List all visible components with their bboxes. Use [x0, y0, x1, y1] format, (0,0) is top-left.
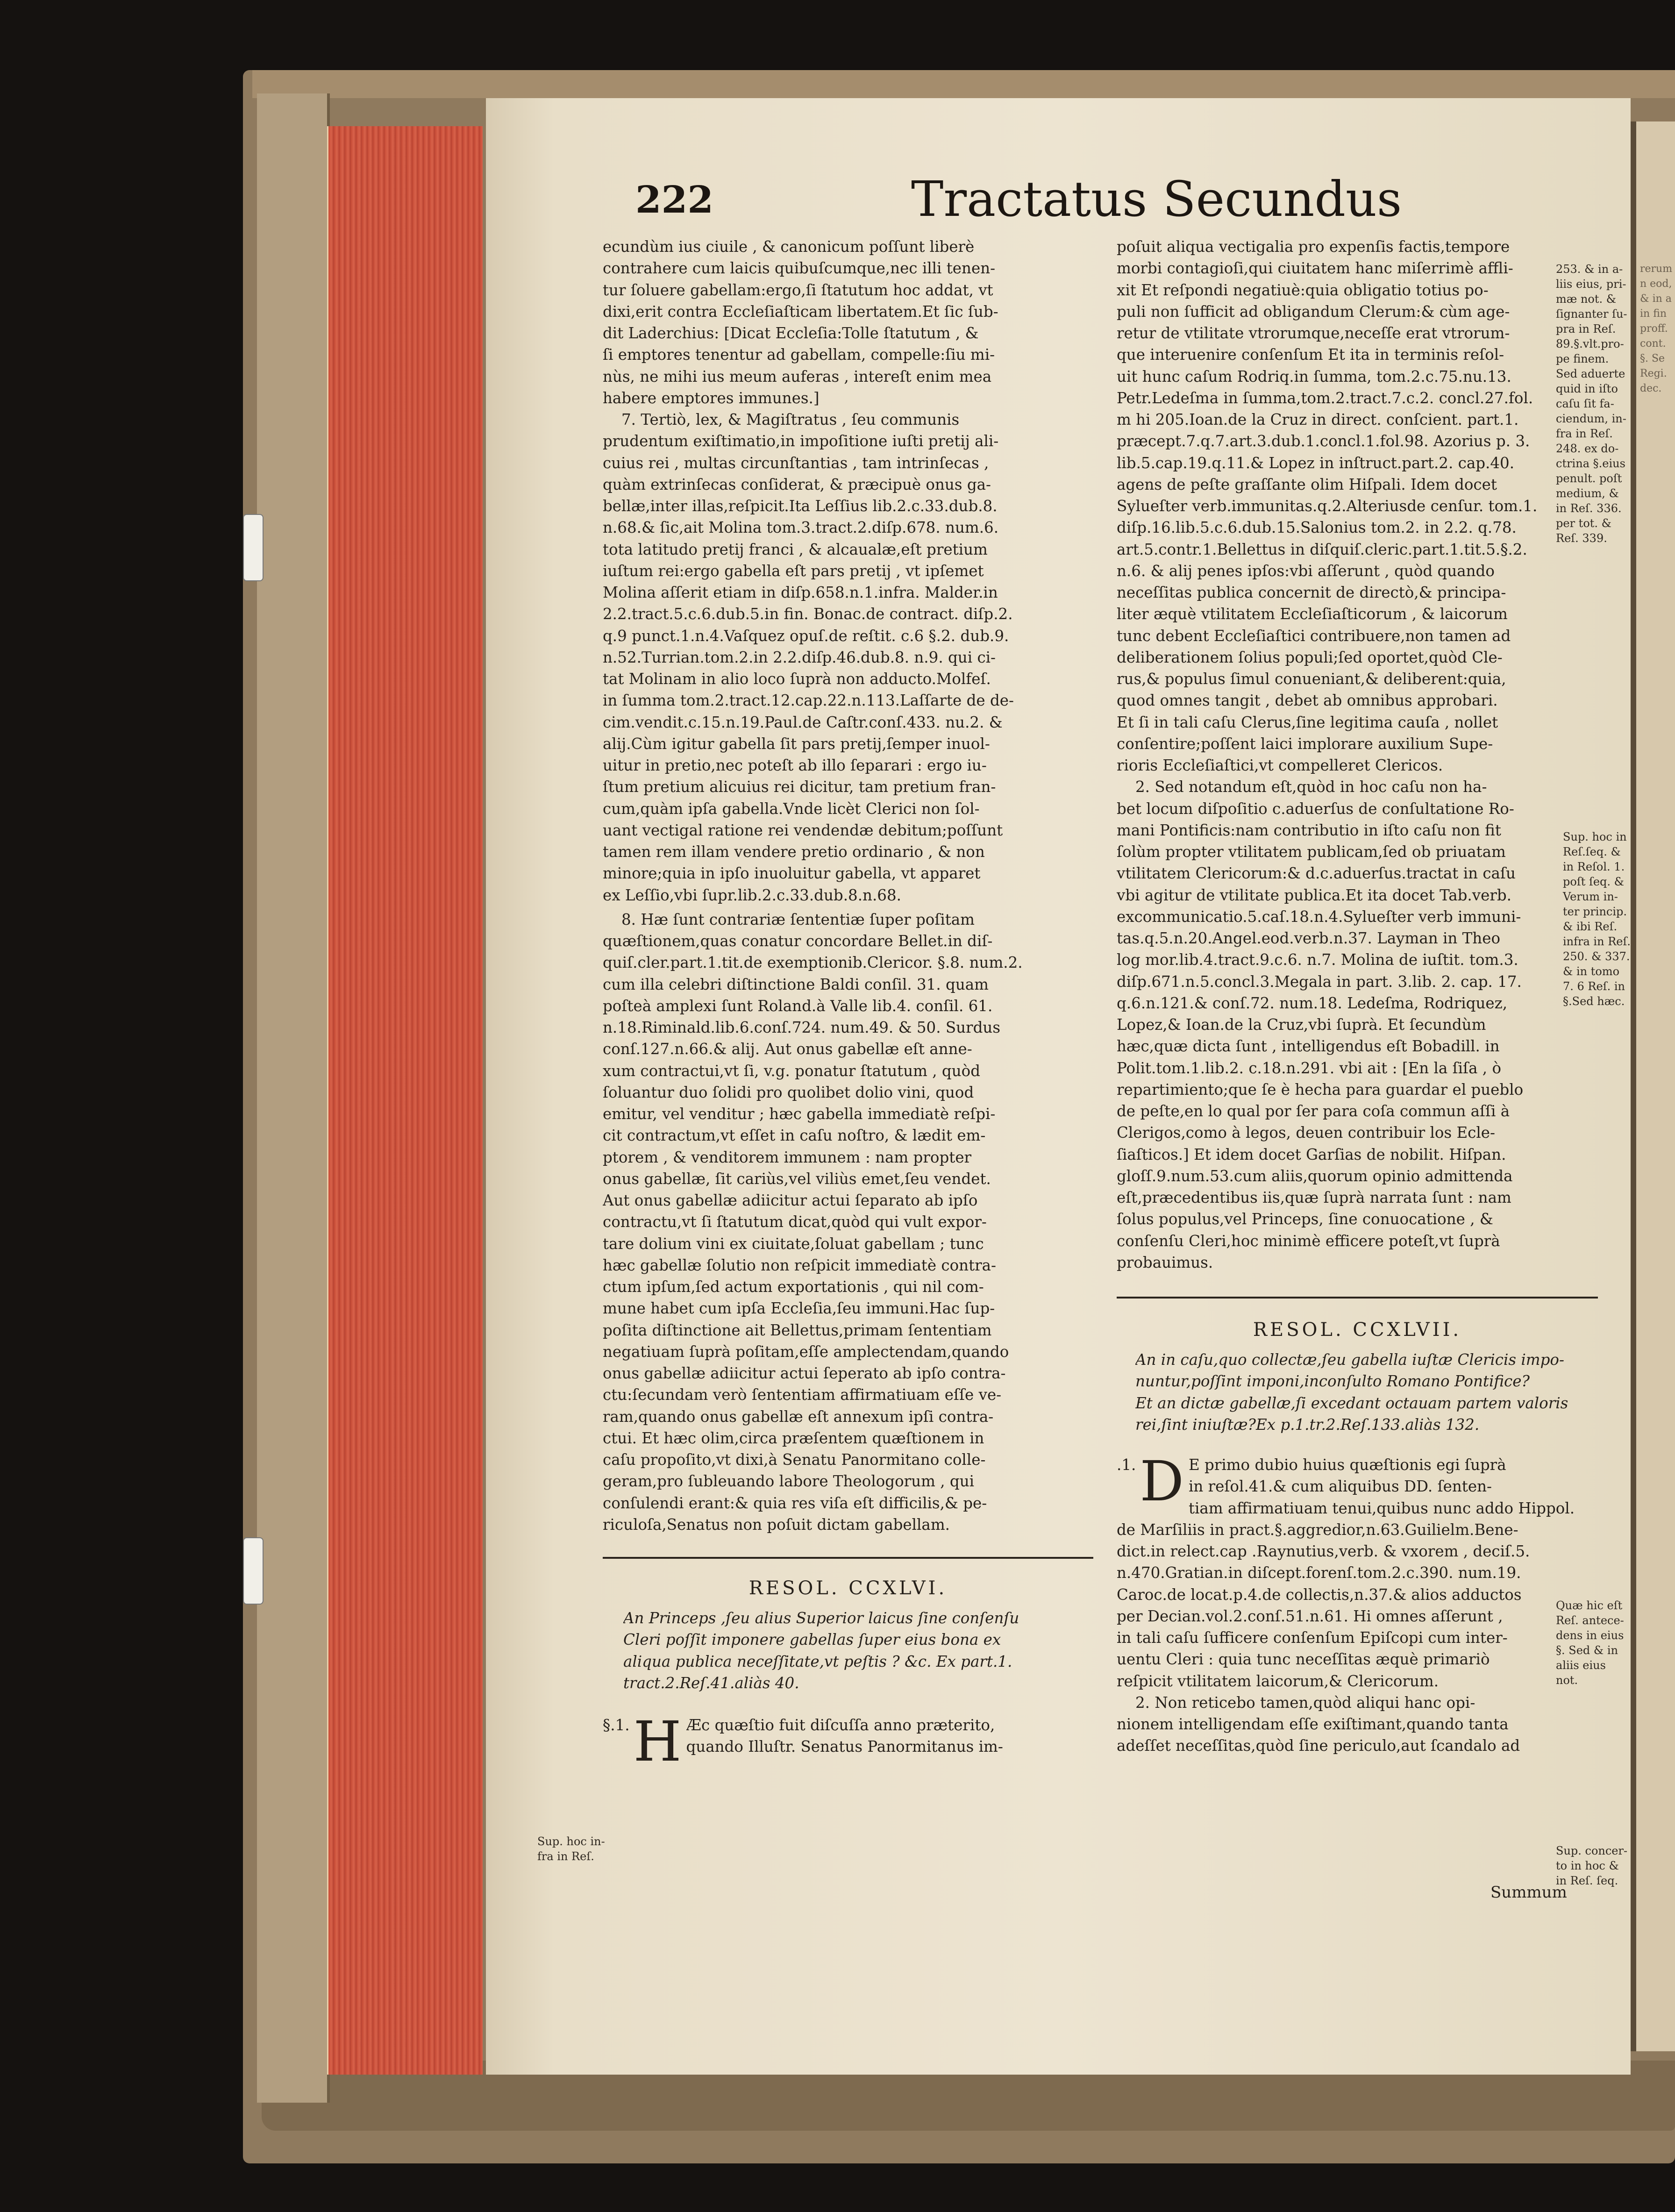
text-line: onus gabellæ, ſit cariùs,vel viliùs emet,ſeu vendet.	[603, 1170, 991, 1188]
text-line: dit Laderchius: [Dicat Eccleſia:Tolle ſtatutum , &	[603, 324, 979, 342]
text-line: ecundùm ius ciuile , & canonicum poſſunt liberè	[603, 238, 975, 256]
text-line: adeſſet neceſſitas,quòd ſine periculo,aut ſcandalo ad	[1117, 1737, 1520, 1755]
text-line: uitur in pretio,nec poteſt ab illo ſeparari : ergo iu-	[603, 756, 987, 774]
text-line: nuntur,poſſint imponi,inconſulto Romano Pontifice?	[1135, 1372, 1530, 1391]
text-line: tunc debent Eccleſiaſtici contribuere,non tamen ad	[1117, 627, 1511, 645]
text-line: de Marſiliis in pract.§.aggredior,n.63.Guilielm.Bene-	[1117, 1520, 1518, 1539]
text-line: retur de vtilitate vtrorumque,neceſſe erat vtrorum-	[1117, 324, 1510, 342]
right-paragraph-2b	[1117, 1692, 1598, 1757]
section-rule	[1117, 1297, 1598, 1299]
margin-note-left: Sup. hoc in- fra in Reſ.	[537, 1835, 605, 1863]
text-line: Polit.tom.1.lib.2. c.18.n.291. vbi ait : [En la ſiſa , ò	[1117, 1059, 1502, 1077]
text-line: quod omnes tangit , debet ab omnibus approbari.	[1117, 692, 1498, 710]
text-line: An in caſu,quo collectæ,ſeu gabella iuſtæ Clericis impo-	[1135, 1351, 1564, 1369]
text-line: de peſte,en lo qual por ſer para coſa commun aſſi à	[1117, 1102, 1510, 1120]
text-line: præcept.7.q.7.art.3.dub.1.concl.1.fol.98. Azorius p. 3.	[1117, 432, 1530, 450]
right-paragraph-2	[1117, 776, 1598, 1273]
text-line: 7. Tertiò, lex, & Magiſtratus , ſeu communis	[621, 411, 960, 428]
section-number: .1.	[1117, 1456, 1136, 1474]
section-1	[1117, 1449, 1598, 1692]
text-line: bet locum diſpoſitio c.aduerſus de conſultatione Ro-	[1117, 799, 1514, 818]
text-line: cum,quàm ipſa gabella.Vnde licèt Clerici non ſol-	[603, 799, 980, 818]
margin-note-1: 253. & in a- liis eius, pri- mæ not. & ſignanter ſu- pra in Reſ. 89.§.vlt.pro- pe finem. Sed aduerte quid in iſto caſu ſit fa- ciendum, in- fra in Reſ. 248. ex do- ctrina §.eius penult. poſt medium, & in Reſ. 336. per tot. & Reſ. 339.	[1556, 263, 1627, 545]
text-line: rei,ſint iniuſtæ?Ex p.1.tr.2.Reſ.133.aliàs 132.	[1135, 1415, 1480, 1434]
text-line: probauimus.	[1117, 1253, 1213, 1271]
text-line: rus,& populus ſimul conueniant,& deliberent:quia,	[1117, 670, 1506, 688]
text-line: cit contractum,vt eſſet in caſu noſtro, & lædit em-	[603, 1127, 986, 1145]
text-line: ſi emptores tenentur ad gabellam, compelle:ſiu mi-	[603, 346, 995, 364]
text-line: vbi agitur de vtilitate publica.Et ita docet Tab.verb.	[1117, 886, 1511, 904]
facing-page-text: rerum n eod, & in a in fin proff. cont. §. Se Regi. dec.	[1640, 263, 1673, 394]
margin-note-2: Sup. hoc in Reſ.ſeq. & in Reſol. 1. poſt ſeq. & Verum in- ter princip. & ibi Reſ. infra in Reſ. 250. & 337. & in tomo 7. 6 Reſ. in §.Sed hæc.	[1563, 830, 1631, 1008]
text-line: per Decian.vol.2.conſ.51.n.61. Hi omnes aſſerunt ,	[1117, 1607, 1503, 1625]
text-line: morbi contagioſi,qui ciuitatem hanc miſerrimè affli-	[1117, 259, 1513, 278]
page-number: 222	[635, 178, 713, 221]
text-line: poſita diſtinctione ait Bellettus,primam ſententiam	[603, 1321, 992, 1339]
text-line: poſteà amplexi ſunt Roland.à Valle lib.4. conſil. 61.	[603, 997, 993, 1015]
text-line: contractu,vt ſi ſtatutum dicat,quòd qui vult expor-	[603, 1213, 987, 1231]
clasp-top	[243, 514, 264, 581]
text-line: ctu:ſecundam verò ſententiam affirmatiuam eſſe ve-	[603, 1386, 1002, 1404]
text-line: n.18.Riminald.lib.6.conſ.724. num.49. & 50. Surdus	[603, 1019, 1000, 1036]
section-number: §.1.	[603, 1716, 630, 1734]
text-line: uant vectigal ratione rei vendendæ debitum;poſſunt	[603, 821, 1003, 839]
text-line: n.52.Turrian.tom.2.in 2.2.diſp.46.dub.8. n.9. qui ci-	[603, 648, 996, 666]
text-line: in ſumma tom.2.tract.12.cap.22.n.113.Laſſarte de de-	[603, 692, 1014, 710]
running-head: Tractatus Secundus	[911, 171, 1402, 228]
text-line: tiam affirmatiuam tenui,quibus nunc addo Hippol.	[1188, 1499, 1575, 1517]
text-line: xit Et reſpondi negatiuè:quia obligatio totius po-	[1117, 281, 1489, 299]
text-line: in reſol.41.& cum aliquibus DD. ſenten-	[1188, 1477, 1492, 1496]
text-line: Cleri poſſit imponere gabellas ſuper eius bona ex	[623, 1631, 1001, 1649]
text-line: liter æquè vtilitatem Eccleſiaſticorum , & laicorum	[1117, 605, 1508, 623]
text-line: tota latitudo pretij franci , & alcaualæ,eſt pretium	[603, 540, 988, 558]
text-line: Æc quæſtio fuit diſcuſſa anno præterito,	[686, 1716, 995, 1734]
text-line: mani Pontificis:nam contributio in iſto caſu non fit	[1117, 821, 1501, 839]
text-line: onus gabellæ adiicitur actui ſeperato ab ipſo contra-	[603, 1364, 1006, 1382]
text-line: in tali caſu ſufficere conſenſum Epiſcopi cum inter-	[1117, 1629, 1508, 1647]
text-line: Petr.Ledeſma in ſumma,tom.2.tract.7.c.2. concl.27.fol.	[1117, 389, 1533, 407]
text-line: aliqua publica neceſſitate,vt peſtis ? &c. Ex part.1.	[623, 1652, 1012, 1670]
text-line: mune habet cum ipſa Eccleſia,ſeu immuni.Hac ſup-	[603, 1299, 995, 1318]
text-line: uentu Cleri : quia tunc neceſſitas æquè primariò	[1117, 1650, 1490, 1669]
left-column	[603, 236, 1093, 1774]
text-line: neceſſitas publica concernit de directò,& principa-	[1117, 584, 1506, 601]
text-line: ſiaſticos.] Et idem docet Garſias de nobilit. Hiſpan.	[1117, 1145, 1506, 1163]
text-line: poſuit aliqua vectigalia pro expenſis factis,tempore	[1117, 238, 1510, 256]
red-page-edges	[327, 126, 483, 2075]
text-line: 8. Hæ ſunt contrariæ ſententiæ ſuper poſitam	[621, 910, 975, 928]
text-line: ctui. Et hæc olim,circa præſentem quæſtionem in	[603, 1429, 984, 1447]
text-line: tare dolium vini ex ciuitate,ſoluat gabellam ; tunc	[603, 1234, 984, 1253]
text-line: quando Illuſtr. Senatus Panormitanus im-	[686, 1738, 1003, 1756]
text-line: Aut onus gabellæ adiicitur actui ſeparato ab ipſo	[603, 1192, 978, 1209]
section-rule	[603, 1557, 1093, 1559]
text-line: negatiuam ſuprà poſitam,eſſe amplectendam,quando	[603, 1342, 1009, 1361]
text-line: gloſſ.9.num.53.cum aliis,quorum opinio admittenda	[1117, 1167, 1513, 1185]
text-line: n.6. & alij penes ipſos:vbi aſſerunt , quòd quando	[1117, 562, 1495, 580]
text-line: alij.Cùm igitur gabella ſit pars pretij,ſemper inuol-	[603, 735, 990, 753]
text-line: log mor.lib.4.tract.9.c.6. n.7. Molina de iuſtit. tom.3.	[1117, 951, 1518, 969]
text-line: dixi,erit contra Eccleſiaſticam libertatem.Et ſic ſub-	[603, 302, 998, 321]
text-line: Caroc.de locat.p.4.de collectis,n.37.& alios adductos	[1117, 1585, 1522, 1604]
text-line: que interuenire conſenſum Et ita in terminis reſol-	[1117, 346, 1504, 364]
text-line: 2. Sed notandum eſt,quòd in hoc caſu non ha-	[1135, 778, 1487, 796]
text-line: excommunicatio.5.caſ.18.n.4.Sylueſter verb immuni-	[1117, 907, 1521, 926]
text-line: quæſtionem,quas conatur concordare Bellet.in diſ-	[603, 932, 993, 950]
text-line: dict.in relect.cap .Raynutius,verb. & vxorem , deciſ.5.	[1117, 1542, 1530, 1560]
text-line: ram,quando onus gabellæ eſt annexum ipſi contra-	[603, 1407, 994, 1426]
text-line: n.470.Gratian.in diſcept.forenſ.tom.2.c.390. num.19.	[1117, 1564, 1521, 1582]
resol-question	[1135, 1349, 1598, 1435]
facing-page-fragment	[1631, 121, 1675, 2051]
text-line: eſt,præcedentibus iis,quæ ſuprà narrata ſunt : nam	[1117, 1189, 1511, 1206]
text-line: emitur, vel venditur ; hæc gabella immediatè reſpi-	[603, 1105, 996, 1123]
text-line: 2. Non reticebo tamen,quòd aliqui hanc opi-	[1135, 1693, 1475, 1712]
text-line: An Princeps ,ſeu alius Superior laicus ſine conſenſu	[623, 1609, 1019, 1627]
text-line: q.9 punct.1.n.4.Vaſquez opuſ.de reſtit. c.6 §.2. dub.9.	[603, 627, 1009, 645]
text-line: q.6.n.121.& conſ.72. num.18. Ledeſma, Rodriquez,	[1117, 994, 1508, 1012]
text-line: reſpicit vtilitatem laicorum,& Clericorum.	[1117, 1672, 1439, 1690]
text-line: ſolùm propter vtilitatem publicam,ſed ob priuatam	[1117, 843, 1506, 861]
text-line: bellæ,inter illas,reſpicit.Ita Leſſius lib.2.c.33.dub.8.	[603, 497, 998, 515]
text-line: agens de peſte graſſante olim Hiſpali. Idem docet	[1117, 475, 1497, 493]
text-line: cuius rei , multas circunſtantias , tam intrinſecas ,	[603, 454, 989, 472]
text-line: E primo dubio huius quæſtionis egi ſuprà	[1188, 1456, 1506, 1474]
text-line: ptorem , & venditorem immunem : nam propter	[603, 1148, 972, 1166]
text-line: vtilitatem Clericorum:& d.c.aduerſus.tractat in caſu	[1117, 864, 1516, 883]
text-line: minore;quia in ipſo inuoluitur gabella, vt apparet	[603, 864, 981, 883]
text-line: ctum ipſum,ſed actum exportationis , qui nil com-	[603, 1278, 984, 1296]
text-line: puli non ſufficit ad obligandum Clerum:& cùm age-	[1117, 302, 1510, 321]
text-line: nùs, ne mihi ius meum auferas , intereſt enim mea	[603, 367, 992, 385]
book-top-edge	[252, 70, 1675, 98]
margin-note-3: Quæ hic eſt Reſ. antece- dens in eius §. Sed & in aliis eius not.	[1556, 1599, 1624, 1687]
catchword: Summum	[1490, 1883, 1567, 1902]
right-column	[1117, 236, 1598, 1757]
text-line: art.5.contr.1.Bellettus in diſquiſ.cleric.part.1.tit.5.§.2.	[1117, 540, 1527, 558]
text-line: conſulendi erant:& quia res viſa eſt difficilis,& pe-	[603, 1494, 987, 1512]
section-1	[603, 1709, 1093, 1774]
text-line: Et ſi in tali caſu Clerus,ſine legitima cauſa , nollet	[1117, 713, 1498, 731]
text-line: prudentum exiſtimatio,in impoſitione iuſti pretij ali-	[603, 432, 999, 450]
text-line: conſenſu Cleri,hoc minimè efficere poteſt,vt ſuprà	[1117, 1232, 1500, 1250]
text-line: contrahere cum laicis quibuſcumque,nec illi tenen-	[603, 259, 996, 278]
text-line: riculoſa,Senatus non poſuit dictam gabellam.	[603, 1515, 950, 1534]
text-line: tur ſoluere gabellam:ergo,ſi ſtatutum hoc addat, vt	[603, 281, 993, 299]
text-line: Molina aſſerit etiam in diſp.658.n.1.infra. Malder.in	[603, 584, 998, 601]
drop-capital: D	[1140, 1449, 1184, 1513]
text-line: conſ.127.n.66.& alij. Aut onus gabellæ eſt anne-	[603, 1040, 972, 1058]
text-line: lib.5.cap.19.q.11.& Lopez in inſtruct.part.2. cap.40.	[1117, 454, 1515, 472]
text-line: m hi 205.Ioan.de la Cruz in direct. conſcient. part.1.	[1117, 411, 1519, 428]
text-line: hæc,quæ dicta ſunt , intelligendus eſt Bobadill. in	[1117, 1037, 1500, 1056]
text-line: xum contractui,vt ſi, v.g. ponatur ſtatutum , quòd	[603, 1062, 981, 1080]
text-line: habere emptores immunes.]	[603, 389, 820, 407]
text-line: Lopez,& Ioan.de la Cruz,vbi ſuprà. Et ſecundùm	[1117, 1016, 1486, 1034]
text-line: cim.vendit.c.15.n.19.Paul.de Caſtr.conſ.433. nu.2. &	[603, 713, 1003, 731]
text-line: deliberationem ſolius populi;ſed oportet,quòd Cle-	[1117, 648, 1503, 666]
text-line: diſp.671.n.5.concl.3.Megala in part. 3.lib. 2. cap. 17.	[1117, 972, 1522, 991]
text-line: ſolus populus,vel Princeps, ſine conuocatione , &	[1117, 1210, 1493, 1228]
text-line: tas.q.5.n.20.Angel.eod.verb.n.37. Layman in Theo	[1117, 929, 1501, 947]
text-line: ſtum pretium alicuius rei dicitur, tam pretium fran-	[603, 778, 996, 796]
text-line: tract.2.Reſ.41.aliàs 40.	[623, 1674, 799, 1692]
text-line: cum illa celebri diſtinctione Baldi conſil. 31. quam	[603, 975, 989, 993]
text-line: Clerigos,como à legos, deuen contribuir los Ecle-	[1117, 1124, 1495, 1142]
text-line: 2.2.tract.5.c.6.dub.5.in fin. Bonac.de contract. diſp.2.	[603, 605, 1013, 623]
text-line: iuſtum rei:ergo gabella eſt pars pretij , vt ipſemet	[603, 562, 984, 580]
resol-heading: RESOL. CCXLVI.	[748, 1577, 948, 1599]
text-line: caſu propoſito,vt dixi,à Senatu Panormitano colle-	[603, 1451, 986, 1469]
text-line: ſoluantur duo ſolidi pro quolibet dolio vini, quod	[603, 1083, 974, 1101]
text-line: rioris Eccleſiaſtici,vt compelleret Clericos.	[1117, 756, 1443, 774]
text-line: repartimiento;que ſe è hecha para guardar el pueblo	[1117, 1080, 1524, 1099]
text-line: quàm extrinſecas conſiderat, & præcipuè onus ga-	[603, 475, 991, 493]
drop-capital: H	[633, 1709, 682, 1774]
text-line: conſentire;poſſent laici implorare auxilium Supe-	[1117, 735, 1493, 753]
text-line: n.68.& ſic,ait Molina tom.3.tract.2.diſp.678. num.6.	[603, 519, 999, 537]
text-line: ex Leſſio,vbi ſupr.lib.2.c.33.dub.8.n.68.	[603, 886, 901, 904]
resol-heading: RESOL. CCXLVII.	[1253, 1319, 1462, 1341]
text-line: tat Molinam in alio loco ſuprà non adducto.Molfeſ.	[603, 670, 991, 688]
text-line: uit hunc caſum Rodriq.in ſumma, tom.2.c.75.nu.13.	[1117, 367, 1511, 385]
left-top-text	[603, 236, 1093, 409]
clasp-bottom	[243, 1537, 264, 1605]
text-line: diſp.16.lib.5.c.6.dub.15.Salonius tom.2. in 2.2. q.78.	[1117, 519, 1517, 537]
text-line: tamen rem illam vendere pretio ordinario , & non	[603, 843, 985, 861]
left-paragraph-7	[603, 409, 1093, 906]
book-board	[257, 93, 330, 2103]
text-line: hæc gabellæ ſolutio non reſpicit immediatè contra-	[603, 1256, 997, 1274]
text-line: Et an dictæ gabellæ,ſi excedant octauam partem valoris	[1135, 1394, 1568, 1412]
text-line: quiſ.cler.part.1.tit.de exemptionib.Clericor. §.8. num.2.	[603, 954, 1023, 972]
margin-note-4: Sup. concer- to in hoc & in Reſ. ſeq.	[1556, 1844, 1628, 1887]
resol-question	[623, 1607, 1093, 1694]
left-paragraph-8	[603, 909, 1093, 1535]
text-line: nionem intelligendam eſſe exiſtimant,quando tanta	[1117, 1715, 1509, 1733]
text-line: geram,pro ſubleuando labore Theologorum , qui	[603, 1472, 975, 1491]
right-top-text	[1117, 236, 1598, 776]
text-line: Sylueſter verb.immunitas.q.2.Alteriusde cenſur. tom.1.	[1117, 497, 1538, 515]
